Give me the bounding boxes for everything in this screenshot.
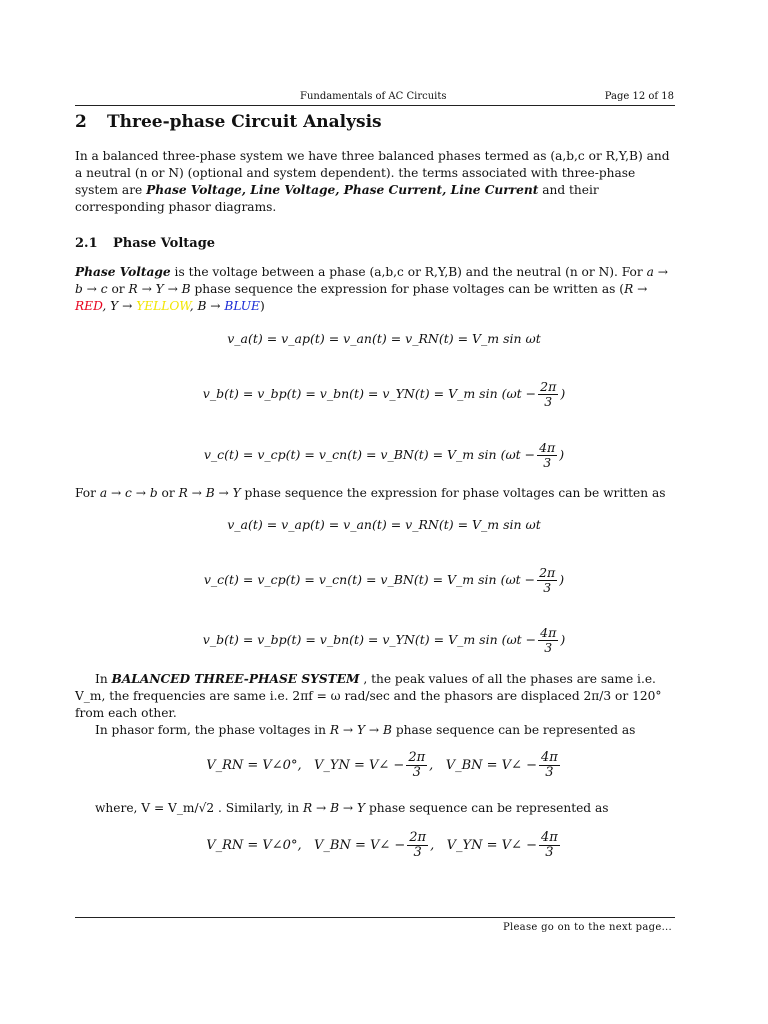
- where-text: where, V = V_m/√2 . Similarly, in: [95, 801, 303, 815]
- subsection-heading: [75, 236, 215, 251]
- y-arrow: , Y →: [102, 299, 137, 313]
- sequence-rby-phasor: R → B → Y: [302, 801, 366, 815]
- balanced-paragraph: [75, 671, 677, 722]
- subsection-number: 2.1: [75, 236, 98, 251]
- sequence-rby: R → B → Y: [178, 486, 241, 500]
- phasor-vyn: V_YN = V∠ −: [446, 838, 537, 853]
- eq-close: ): [560, 632, 566, 647]
- phasor-vrn: V_RN = V∠0°,: [206, 838, 302, 853]
- fraction: [539, 751, 560, 780]
- equation-vc-2: [0, 566, 768, 595]
- equation-vb-2: [0, 626, 768, 655]
- intro-paragraph: [75, 148, 677, 216]
- r-arrow: R →: [624, 282, 648, 296]
- equation-va-1: v_a(t) = v_ap(t) = v_an(t) = v_RN(t) = V_m sin ωt: [227, 331, 541, 346]
- phasor-vyn: V_YN = V∠ −: [314, 758, 405, 773]
- footer-rule: [75, 917, 675, 918]
- eq-lhs: v_b(t) = v_bp(t) = v_bn(t) = v_YN(t) = V_m sin (ωt −: [202, 632, 537, 647]
- section-title: Three-phase Circuit Analysis: [107, 112, 382, 132]
- section-number: 2: [75, 112, 87, 132]
- blue-label: BLUE: [224, 299, 260, 313]
- fraction: [539, 831, 560, 860]
- where-paragraph: [95, 800, 697, 817]
- fraction-denominator: 3: [545, 765, 554, 780]
- fraction: [406, 751, 427, 780]
- phasor-text: In phasor form, the phase voltages in: [95, 723, 330, 737]
- phase-para-or: or: [107, 282, 129, 296]
- phasor-text-2: phase sequence can be represented as: [391, 723, 636, 737]
- eq-lhs: v_c(t) = v_cp(t) = v_cn(t) = v_BN(t) = V_m sin (ωt −: [203, 447, 536, 462]
- fraction-numerator: 2π: [409, 830, 427, 845]
- equation-vb-1: [0, 380, 768, 409]
- phase-para-text: is the voltage between a phase (a,b,c or R,Y,B) and the neutral (n or N). For: [170, 265, 647, 279]
- acb-text: For: [75, 486, 100, 500]
- red-label: RED: [75, 299, 103, 313]
- phasor-form-paragraph: [75, 722, 677, 739]
- sequence-abc: a → b → c: [75, 265, 668, 296]
- intro-terms: Phase Voltage, Line Voltage, Phase Current, Line Current: [146, 183, 539, 197]
- intro-text: In a balanced three-phase system we have three balanced phases termed as (a,b,c or R,Y,B) and a neutral (n or N) (optional and system dependent). the terms associated with three-phase system are: [75, 149, 670, 197]
- acb-text-2: phase sequence the expression for phase voltages can be written as: [240, 486, 666, 500]
- equation-vc-1: [0, 441, 768, 470]
- phasor-equation-rby: [0, 831, 768, 860]
- eq-close: ): [559, 572, 565, 587]
- balanced-text: , the peak values of all the phases are same i.e. V_m, the frequencies are same i.e. 2πf = ω rad/sec and the phasors are displaced 2π/3 or 120° from each other.: [75, 672, 662, 720]
- fraction-denominator: 3: [544, 394, 553, 409]
- phase-para-text-2: phase sequence the expression for phase voltages can be written as (: [190, 282, 625, 296]
- balanced-term: BALANCED THREE-PHASE SYSTEM: [111, 672, 360, 686]
- acb-or: or: [157, 486, 179, 500]
- fraction-denominator: 3: [543, 455, 552, 470]
- fraction-denominator: 3: [413, 845, 422, 860]
- header-rule: [75, 105, 675, 106]
- phase-voltage-paragraph: [75, 264, 677, 315]
- fraction-numerator: 2π: [540, 379, 557, 394]
- balanced-in: In: [95, 672, 112, 686]
- eq-close: ): [560, 386, 566, 401]
- sequence-ryb: R → Y → B: [128, 282, 191, 296]
- phasor-vbn: V_BN = V∠ −: [314, 838, 406, 853]
- phasor-vrn: V_RN = V∠0°,: [206, 758, 302, 773]
- acb-sequence-paragraph: [75, 485, 677, 502]
- fraction: [538, 380, 558, 409]
- subsection-title: Phase Voltage: [113, 236, 216, 251]
- fraction-denominator: 3: [412, 765, 421, 780]
- fraction-numerator: 2π: [408, 750, 426, 765]
- page-number: Page 12 of 18: [604, 91, 674, 102]
- phasor-vbn: V_BN = V∠ −: [445, 758, 537, 773]
- fraction-numerator: 4π: [540, 830, 558, 845]
- close-paren: ): [259, 299, 265, 313]
- sequence-ryb-phasor: R → Y → B: [329, 723, 392, 737]
- equation-va-2: v_a(t) = v_ap(t) = v_an(t) = v_RN(t) = V_m sin ωt: [227, 517, 541, 532]
- intro-text-end: and their corresponding phasor diagrams.: [75, 183, 599, 214]
- fraction-denominator: 3: [543, 580, 552, 595]
- comma: ,: [429, 758, 434, 773]
- fraction-denominator: 3: [544, 640, 553, 655]
- section-heading: [75, 112, 382, 132]
- eq-lhs: v_b(t) = v_bp(t) = v_bn(t) = v_YN(t) = V_m sin (ωt −: [202, 386, 537, 401]
- phase-voltage-term: Phase Voltage: [75, 265, 171, 279]
- fraction: [537, 566, 557, 595]
- fraction-numerator: 2π: [539, 565, 556, 580]
- comma: ,: [430, 838, 435, 853]
- footer-next-page: Please go on to the next page...: [502, 922, 672, 933]
- eq-close: ): [559, 447, 565, 462]
- eq-lhs: v_c(t) = v_cp(t) = v_cn(t) = v_BN(t) = V_m sin (ωt −: [203, 572, 536, 587]
- fraction-numerator: 4π: [540, 625, 557, 640]
- fraction: [407, 831, 428, 860]
- b-arrow: , B →: [189, 299, 225, 313]
- yellow-label: YELLOW: [136, 299, 190, 313]
- fraction: [537, 441, 557, 470]
- fraction-denominator: 3: [545, 845, 554, 860]
- sequence-acb: a → c → b: [99, 486, 158, 500]
- where-text-2: phase sequence can be represented as: [365, 801, 609, 815]
- phasor-equation-ryb: [0, 751, 768, 780]
- running-header-title: Fundamentals of AC Circuits: [300, 91, 447, 102]
- fraction-numerator: 4π: [540, 750, 558, 765]
- fraction-numerator: 4π: [539, 440, 556, 455]
- fraction: [538, 626, 558, 655]
